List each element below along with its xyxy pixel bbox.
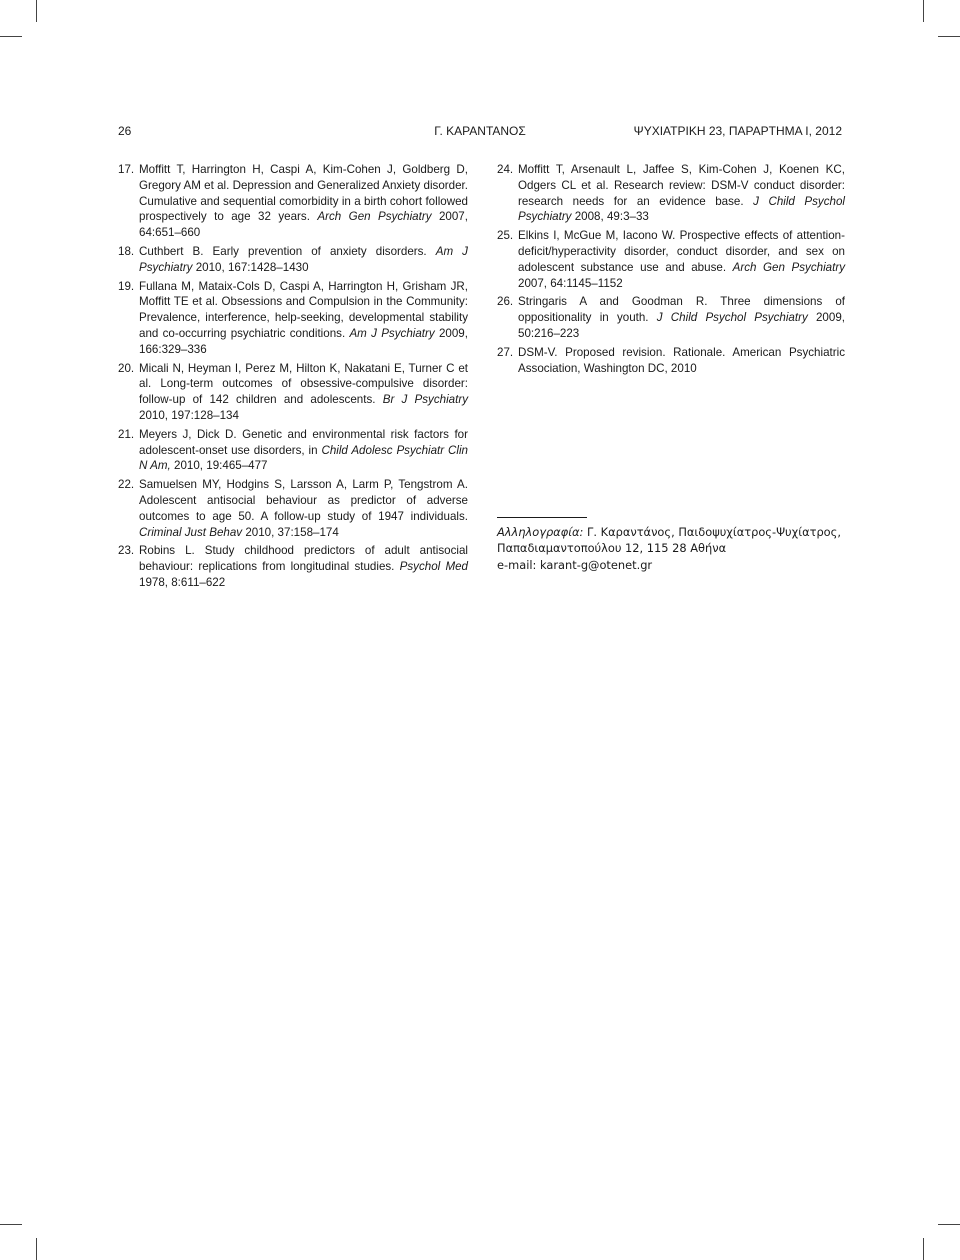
reference-number: 17. <box>118 163 135 176</box>
references-left-column <box>118 162 468 594</box>
reference-text <box>139 427 468 474</box>
reference-text <box>139 543 468 590</box>
reference-number: 22. <box>118 478 135 492</box>
reference-authors-title: Elkins I, McGue M, Iacono W. Prospective effects of attention-deficit/hyperactivity disorder, conduct disorder, and sex on adolescent substance use and abuse. <box>518 229 845 274</box>
crop-mark <box>923 1238 924 1260</box>
reference-citation: 2010, 19:465–477 <box>174 459 268 473</box>
correspondence-text: Γ. Καραντάνος, Παιδοψυχίατρος-Ψυχίατρος, Παπαδιαμαντοπούλου 12, 115 28 Αθήνα <box>497 525 841 556</box>
running-header <box>118 124 842 138</box>
reference-citation: 2008, 49:3–33 <box>574 210 649 224</box>
reference-authors-title: Moffitt T, Harrington H, Caspi A, Kim-Cohen J, Goldberg D, Gregory AM et al. Depression and Generalized Anxiety disorder. Cumulative and sequential comorbidity in a birth cohort followed prospectively to age 32 years. <box>139 163 468 224</box>
reference-journal: Arch Gen Psychiatry <box>732 260 845 274</box>
reference-item <box>118 162 468 241</box>
reference-item <box>118 477 468 540</box>
reference-authors-title: Cuthbert B. Early prevention of anxiety disorders. <box>139 244 427 258</box>
reference-authors-title: Meyers J, Dick D. Genetic and environmental risk factors for adolescent-onset use disorders, in <box>139 427 468 457</box>
reference-item <box>497 345 845 377</box>
reference-item <box>497 162 845 225</box>
reference-authors-title: Samuelsen MY, Hodgins S, Larsson A, Larm P, Tengstrom A. Adolescent antisocial behaviour as predictor of adverse outcomes to age 50. A follow-up study of 1947 individuals. <box>139 478 468 523</box>
reference-item <box>118 279 468 358</box>
reference-number: 26. <box>497 295 514 309</box>
reference-journal: Child Adolesc Psychiatr Clin N Am, <box>139 443 468 473</box>
reference-journal: Am J Psychiatry <box>139 244 468 274</box>
crop-mark <box>0 36 22 37</box>
reference-number: 20. <box>118 361 135 375</box>
reference-citation: 2010, 167:1428–1430 <box>195 260 309 274</box>
crop-mark <box>923 0 924 22</box>
reference-text <box>518 294 845 341</box>
reference-number: 25. <box>497 229 514 243</box>
reference-journal: J Child Psychol Psychiatry <box>656 311 808 325</box>
crop-mark <box>938 36 960 37</box>
footnote-rule <box>497 517 587 518</box>
page-number: 26 <box>118 124 132 138</box>
reference-journal: Criminal Just Behav <box>139 525 243 539</box>
reference-number: 21. <box>118 427 135 441</box>
reference-item <box>118 361 468 424</box>
running-author: Γ. ΚΑΡΑΝΤΑΝΟΣ <box>434 124 526 138</box>
crop-mark <box>0 1224 22 1225</box>
reference-citation: 2010, 197:128–134 <box>139 408 239 422</box>
reference-item <box>118 427 468 474</box>
reference-item <box>497 294 845 341</box>
reference-authors-title: Micali N, Heyman I, Perez M, Hilton K, Nakatani E, Turner C et al. Long-term outcomes of obsessive-compulsive disorder: follow-up of 142 children and adolescents. <box>139 361 468 407</box>
reference-citation: 1978, 8:611–622 <box>139 575 226 589</box>
reference-authors-title: Fullana M, Mataix-Cols D, Caspi A, Harrington H, Grisham JR, Moffitt TE et al. Obsessions and Compulsion in the Community: Prevalence, interference, help-seeking, developmental stability and co-occurring psychiatric conditions. <box>139 279 468 340</box>
crop-mark <box>36 1238 37 1260</box>
reference-text <box>139 477 468 540</box>
reference-item <box>118 543 468 590</box>
correspondence-address <box>497 524 857 557</box>
correspondence-label: Αλληλογραφία: <box>497 525 584 539</box>
reference-authors-title: Moffitt T, Arsenault L, Jaffee S, Kim-Cohen J, Koenen KC, Odgers CL et al. Research review: DSM-V conduct disorder: research needs for an evidence base. <box>518 163 845 208</box>
reference-number: 19. <box>118 279 135 293</box>
reference-item <box>118 244 468 276</box>
references-right-column <box>497 162 845 379</box>
reference-citation: 2009, 166:329–336 <box>139 326 468 356</box>
reference-text <box>518 228 845 291</box>
reference-text <box>139 244 468 276</box>
reference-journal: Br J Psychiatry <box>382 393 468 407</box>
crop-mark <box>938 1224 960 1225</box>
reference-citation: 2009, 50:216–223 <box>518 311 845 340</box>
reference-journal: Am J Psychiatry <box>349 326 435 340</box>
reference-citation: 2010, 37:158–174 <box>245 525 339 539</box>
reference-citation: 2007, 64:651–660 <box>139 210 468 240</box>
reference-citation: 2007, 64:1145–1152 <box>518 276 623 290</box>
reference-text <box>139 279 468 358</box>
reference-authors-title: Robins L. Study childhood predictors of adult antisocial behaviour: replications from longitudinal studies. <box>139 544 468 574</box>
reference-text <box>518 345 845 377</box>
crop-mark <box>36 0 37 22</box>
reference-number: 23. <box>118 544 135 558</box>
journal-info: ΨΥΧΙΑΤΡΙΚΗ 23, ΠΑΡΑΡΤΗΜΑ Ι, 2012 <box>633 124 842 138</box>
reference-number: 27. <box>497 345 514 359</box>
reference-journal: Arch Gen Psychiatry <box>317 210 432 224</box>
reference-number: 24. <box>497 163 514 176</box>
correspondence-email: e-mail: karant-g@otenet.gr <box>497 557 653 572</box>
reference-authors-title: Stringaris A and Goodman R. Three dimensions of oppositionality in youth. <box>518 295 845 325</box>
correspondence-footnote <box>497 524 857 573</box>
reference-text <box>139 361 468 424</box>
reference-journal: Psychol Med <box>399 560 468 574</box>
reference-item <box>497 228 845 291</box>
reference-authors-title: DSM-V. Proposed revision. Rationale. American Psychiatric Association, Washington DC, 2010 <box>518 345 845 375</box>
reference-journal: J Child Psychol Psychiatry <box>518 194 845 224</box>
reference-number: 18. <box>118 244 135 258</box>
reference-text <box>139 162 468 241</box>
reference-text <box>518 162 845 225</box>
